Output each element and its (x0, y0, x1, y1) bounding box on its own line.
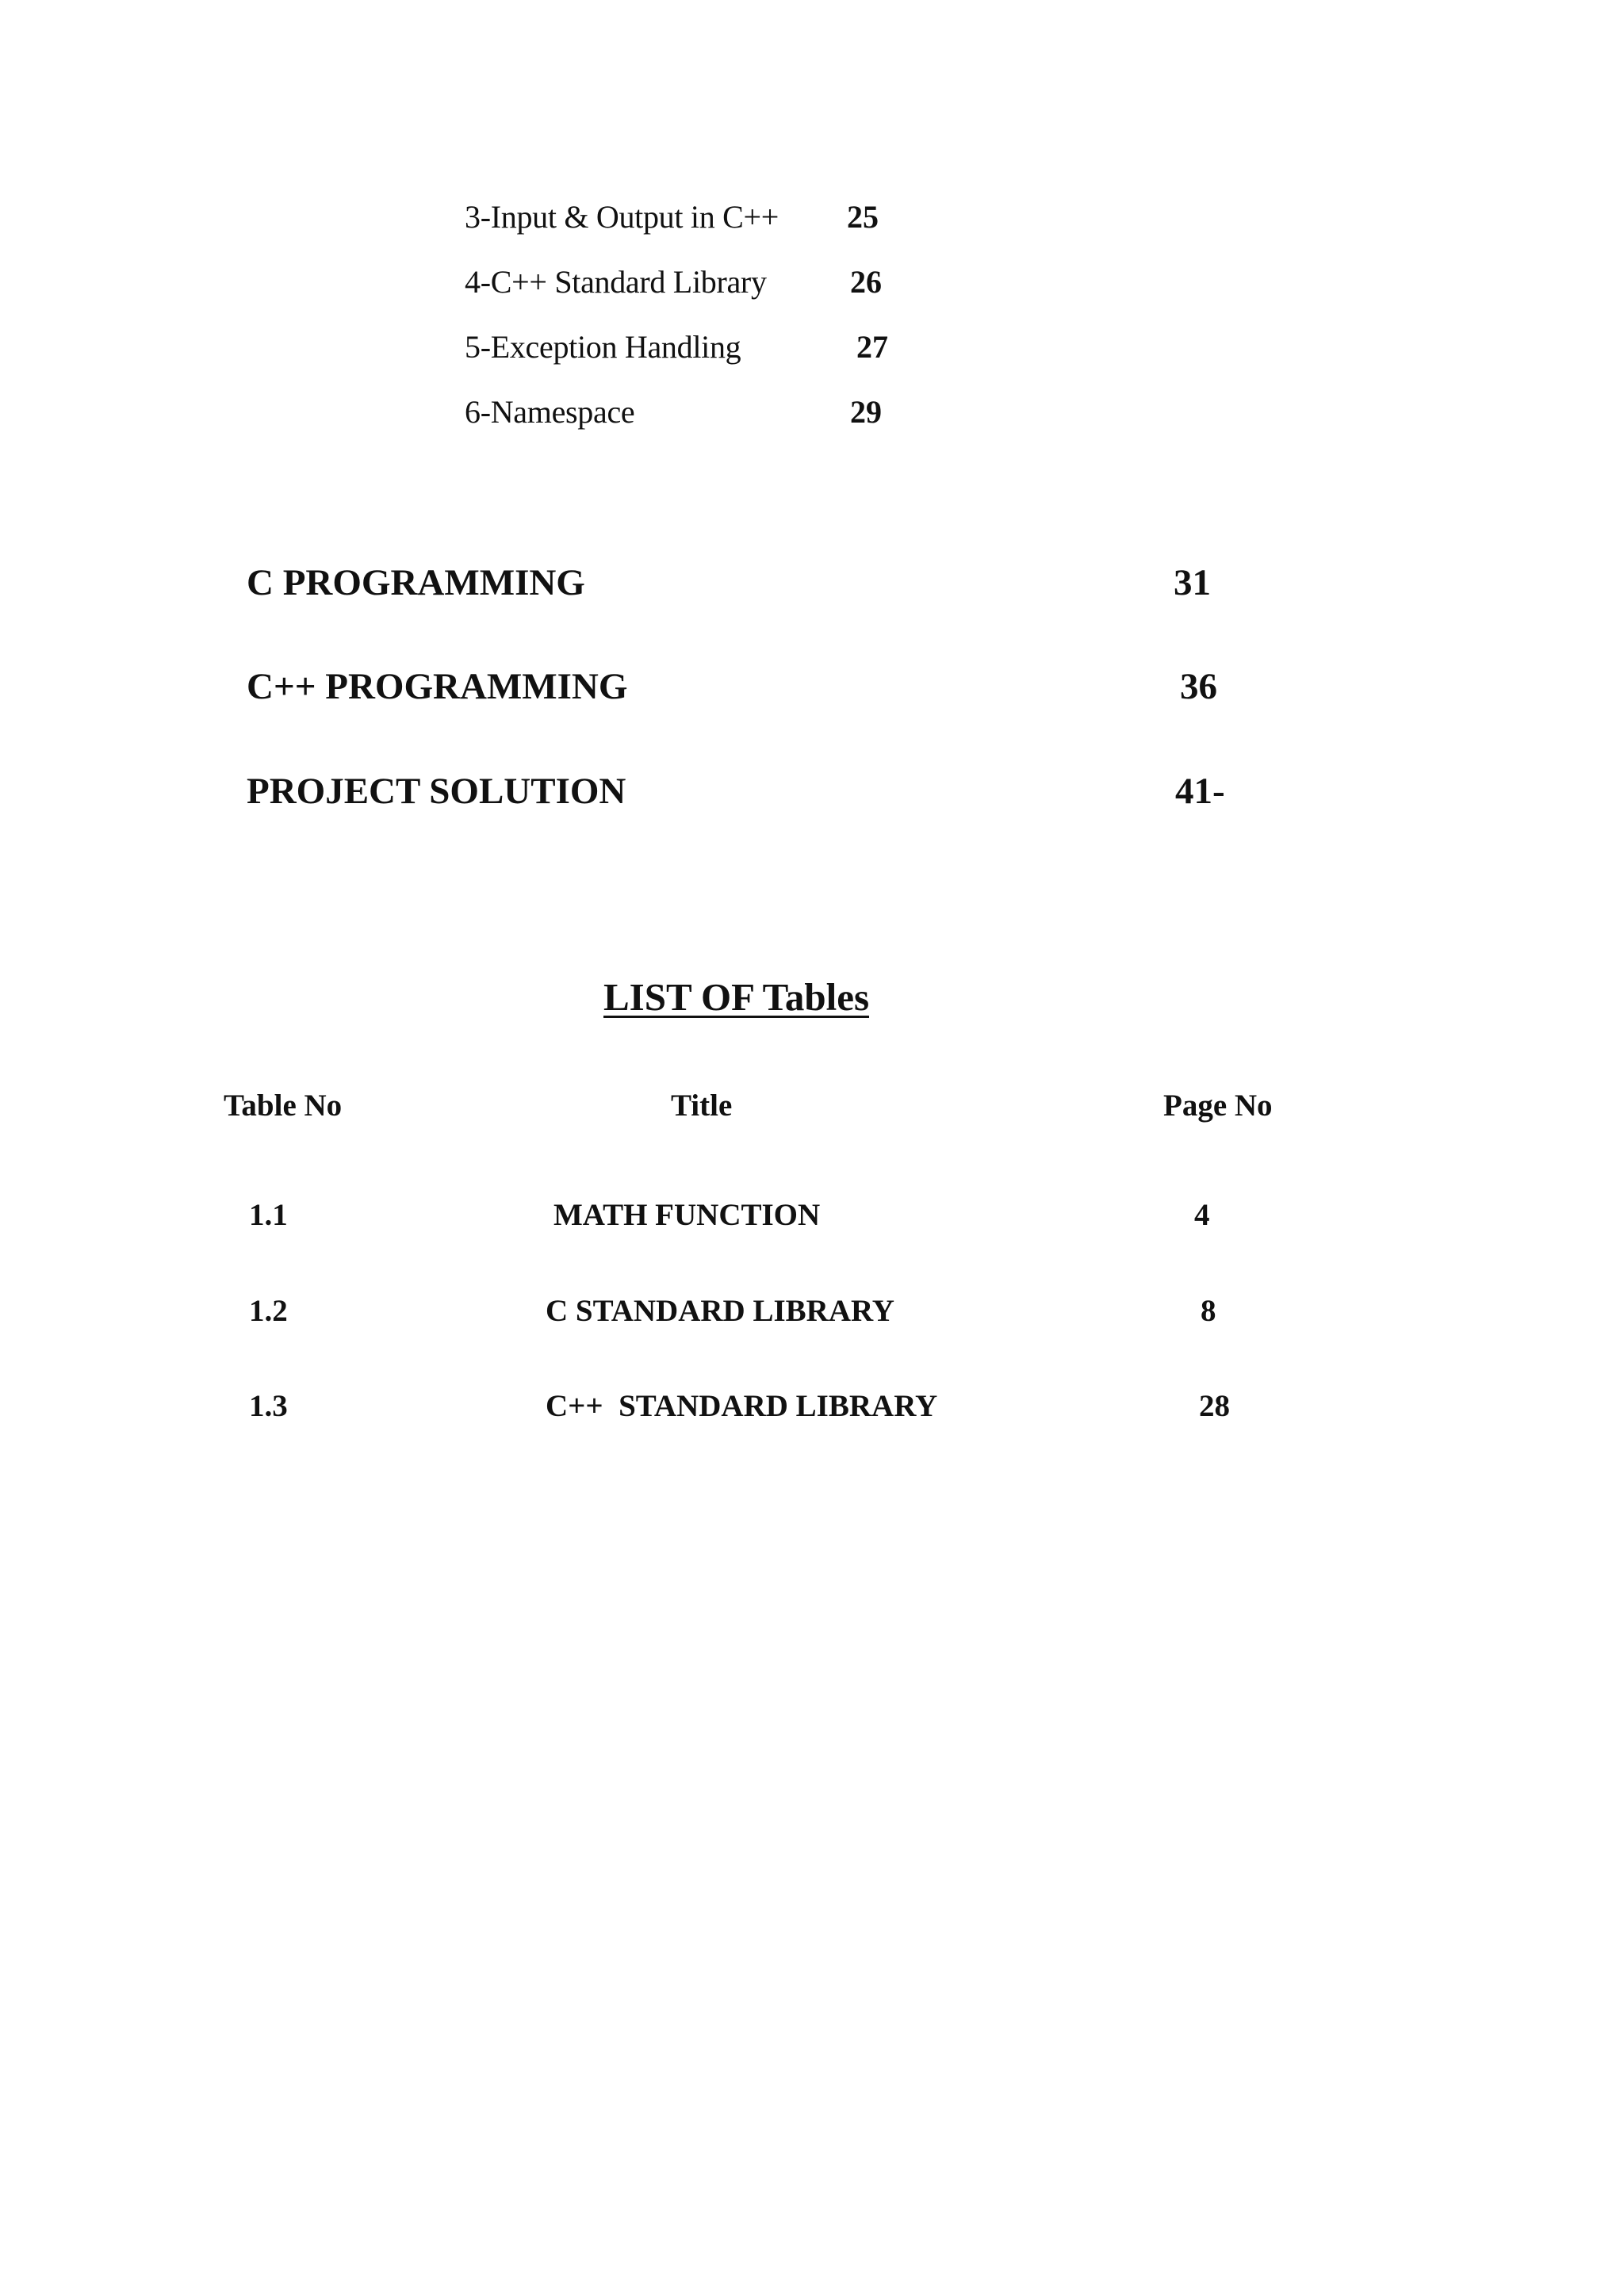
toc-chapter-page: 41- (1175, 771, 1225, 812)
list-of-tables-heading: LIST OF Tables (603, 975, 870, 1019)
toc-subsection-page: 25 (847, 199, 879, 235)
toc-subsection-page: 29 (850, 394, 882, 430)
toc-chapter-title: C PROGRAMMING (247, 562, 585, 603)
toc-subsection-title: 4-C++ Standard Library (465, 264, 767, 300)
table-number: 1.2 (249, 1294, 288, 1328)
toc-chapter-page: 31 (1174, 562, 1211, 603)
column-header-page-no: Page No (1163, 1089, 1273, 1123)
toc-chapter-page: 36 (1180, 666, 1217, 707)
table-page: 28 (1199, 1389, 1230, 1423)
table-title: MATH FUNCTION (553, 1198, 821, 1232)
toc-subsection-title: 6-Namespace (465, 394, 635, 430)
toc-chapter-title: C++ PROGRAMMING (247, 666, 628, 707)
toc-subsection-page: 26 (850, 264, 882, 300)
table-title: C++ STANDARD LIBRARY (546, 1389, 938, 1423)
table-title: C STANDARD LIBRARY (546, 1294, 894, 1328)
column-header-table-no: Table No (224, 1089, 343, 1123)
column-header-title: Title (671, 1089, 733, 1123)
toc-subsection-page: 27 (856, 329, 888, 365)
table-page: 4 (1194, 1198, 1210, 1232)
toc-chapter-title: PROJECT SOLUTION (247, 771, 626, 812)
table-number: 1.1 (249, 1198, 288, 1232)
toc-subsection-title: 3-Input & Output in C++ (465, 199, 779, 235)
table-page: 8 (1201, 1294, 1216, 1328)
toc-subsection-title: 5-Exception Handling (465, 329, 741, 365)
table-number: 1.3 (249, 1389, 288, 1423)
